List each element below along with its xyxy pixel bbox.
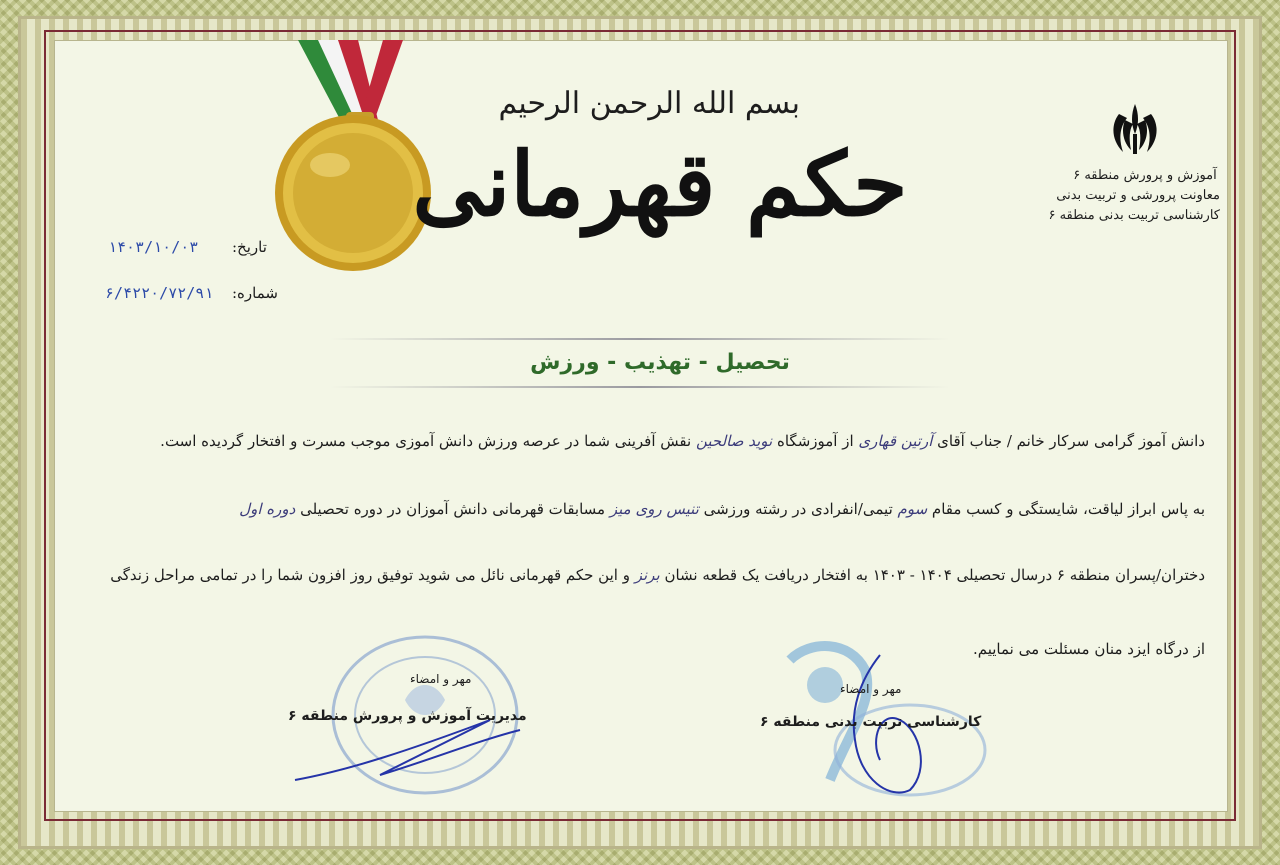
signature-left-caption: مهر و امضاء bbox=[410, 672, 472, 686]
subtitle: تحصیل - تهذیب - ورزش bbox=[530, 350, 790, 375]
org-line-2: معاونت پرورشی و تربیت بدنی bbox=[1056, 188, 1220, 203]
student-name: آرتین قهاری bbox=[858, 432, 933, 450]
medal-type: برنز bbox=[634, 566, 660, 584]
body-line-2: به پاس ابراز لیاقت، شایستگی و کسب مقام سوم تیمی/انفرادی در رشته ورزشی تنیس روی میز مسابقات قهرمانی دانش آموزان در دوره تحصیلی دوره اول bbox=[239, 500, 1205, 518]
number-label: شماره: bbox=[232, 284, 278, 302]
rank: سوم bbox=[897, 500, 928, 518]
date-label: تاریخ: bbox=[232, 238, 267, 256]
signature-right-icon bbox=[820, 650, 940, 810]
body-line-3: دختران/پسران منطقه ۶ درسال تحصیلی ۱۴۰۴ - ۱۴۰۳ به افتخار دریافت یک قطعه نشان برنز و این حکم قهرمانی نائل می شوید توفیق روز افزون شما را در تمامی مراحل زندگی bbox=[110, 566, 1205, 584]
body-line-1: دانش آموز گرامی سرکار خانم / جناب آقای آرتین قهاری از آموزشگاه نوید صالحین نقش آفرینی شما در عرصه ورزش دانش آموزی موجب مسرت و افتخار گردیده است. bbox=[160, 432, 1205, 450]
body-line-4: از درگاه ایزد منان مسئلت می نماییم. bbox=[972, 640, 1205, 658]
signature-right-title: کارشناسی تربیت بدنی منطقه ۶ bbox=[760, 714, 982, 730]
sport: تنیس روی میز bbox=[609, 500, 699, 518]
certificate-title: حکم قهرمانی bbox=[412, 132, 908, 236]
basmala: بسم الله الرحمن الرحیم bbox=[498, 86, 800, 121]
school-name: نوید صالحین bbox=[695, 432, 773, 450]
signature-left-title: مدیریت آموزش و پرورش منطقه ۶ bbox=[288, 708, 527, 724]
signature-right-caption: مهر و امضاء bbox=[840, 682, 902, 696]
divider-top bbox=[330, 338, 950, 340]
divider-bottom bbox=[330, 386, 950, 388]
org-line-3: کارشناسی تربیت بدنی منطقه ۶ bbox=[1048, 208, 1220, 223]
date-value: ۱۴۰۳/۱۰/۰۳ bbox=[108, 238, 199, 256]
org-line-1: آموزش و پرورش منطقه ۶ bbox=[1073, 168, 1217, 183]
iran-emblem-icon bbox=[1105, 100, 1165, 160]
period: دوره اول bbox=[239, 500, 296, 518]
number-value: ۶/۴۲۲۰/۷۲/۹۱ bbox=[105, 284, 214, 302]
